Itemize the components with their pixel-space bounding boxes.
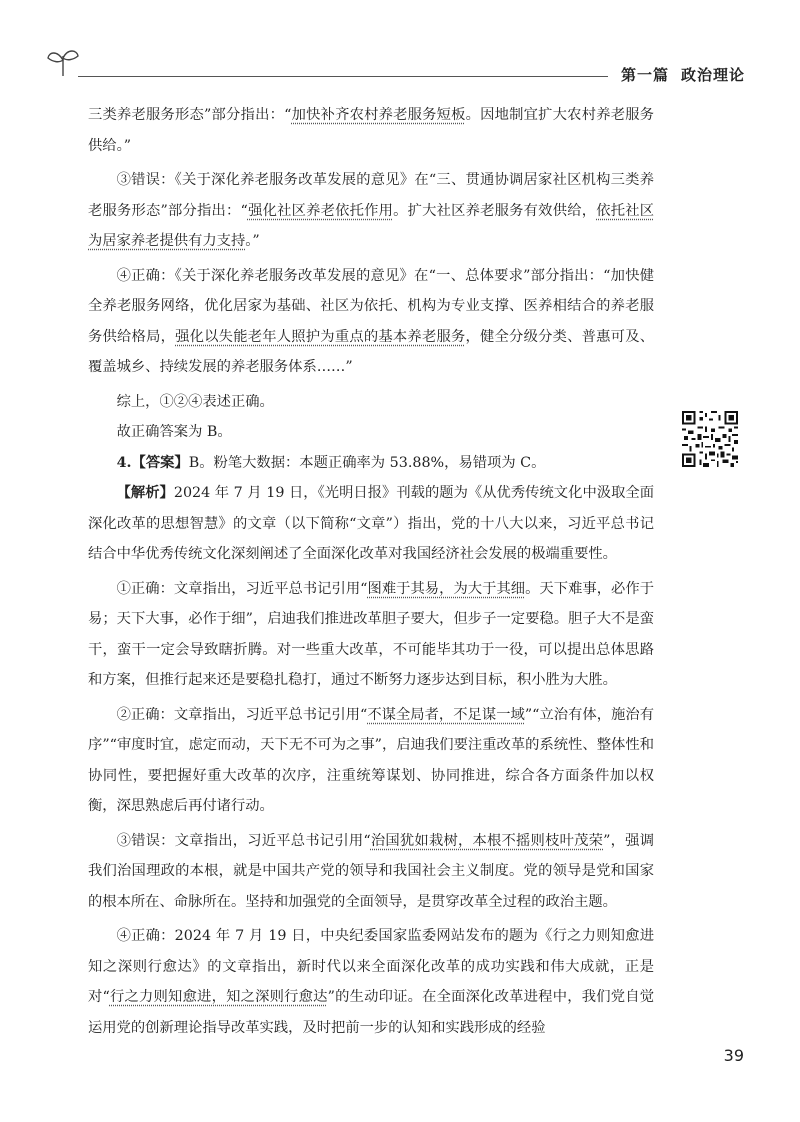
- paragraph: 故正确答案为 B。: [116, 424, 232, 440]
- page-header: [0, 0, 800, 90]
- paragraph: 三类养老服务形态”部分指出：“加快补齐农村养老服务短板。因地制宜扩大农村养老服务供给。”: [88, 107, 655, 154]
- header-part: 第一篇: [620, 66, 669, 84]
- paragraph: ③错误：《关于深化养老服务改革发展的意见》在“三、贯通协调居家社区机构三类养老服务形态”部分指出：“强化社区养老依托作用。扩大社区养老服务有效供给，依托社区为居家养老提供有力支持。”: [88, 172, 655, 249]
- header-section: 政治理论: [680, 66, 745, 84]
- page-number: 39: [723, 1046, 744, 1065]
- qr-code-icon[interactable]: [682, 411, 738, 467]
- analysis-paragraph: 【解析】2024 年 7 月 19 日，《光明日报》刊载的题为《从优秀传统文化中汲取全面深化改革的思想智慧》的文章（以下简称“文章”）指出，党的十八大以来，习近平总书记结合中华优秀传统文化深刻阐述了全面深化改革对我国经济社会发展的极端重要性。: [88, 485, 654, 562]
- paragraph: 综上，①②④表述正确。: [116, 393, 274, 410]
- header-rule: [78, 76, 608, 77]
- page-body: [88, 100, 654, 1043]
- paragraph: ②正确：文章指出，习近平总书记引用“不谋全局者，不足谋一域”“立治有体，施治有序”“审度时宜，虑定而动，天下无不可为之事”，启迪我们要注重改革的系统性、整体性和协同性，要把握好重大改革的次序，注重统筹谋划、协同推进，综合各方面条件加以权衡，深思熟虑后再付诸行动。: [88, 706, 655, 814]
- answer-line: 4.【答案】B。粉笔大数据：本题正确率为 53.88%，易错项为 C。: [116, 454, 546, 471]
- answer-label: 4.【答案】: [116, 454, 189, 471]
- paragraph: ①正确：文章指出，习近平总书记引用“图难于其易，为大于其细。天下难事，必作于易；天下大事，必作于细”，启迪我们推进改革胆子要大，但步子一定要稳。胆子大不是蛮干，蛮干一定会导致瞎折腾。对一些重大改革，不可能毕其功于一役，可以提出总体思路和方案，但推行起来还是要稳扎稳打，通过不断努力逐步达到目标，积小胜为大胜。: [88, 580, 655, 688]
- analysis-label: 【解析】: [116, 485, 174, 501]
- paragraph: ③错误：文章指出，习近平总书记引用“治国犹如栽树，本根不摇则枝叶茂荣”，强调我们治国理政的本根，就是中国共产党的领导和我国社会主义制度。党的领导是党和国家的根本所在、命脉所在。坚持和加强党的全面领导，是贯穿改革全过程的政治主题。: [88, 832, 654, 910]
- header-title: [621, 64, 745, 85]
- leaf-icon: [45, 46, 81, 78]
- paragraph: ④正确：《关于深化养老服务改革发展的意见》在“一、总体要求”部分指出：“加快健全养老服务网络，优化居家为基础、社区为依托、机构为专业支撑、医养相结合的养老服务供给格局，强化以失能老年人照护为重点的基本养老服务，健全分级分类、普惠可及、覆盖城乡、持续发展的养老服务体系……”: [88, 267, 655, 375]
- paragraph: ④正确：2024 年 7 月 19 日，中央纪委国家监委网站发布的题为《行之力则知愈进 知之深则行愈达》的文章指出，新时代以来全面深化改革的成功实践和伟大成就，正是对“行之力则知愈进，知之深则行愈达”的生动印证。在全面深化改革进程中，我们党自觉运用党的创新理论指导改革实践，及时把前一步的认知和实践形成的经验: [88, 928, 655, 1036]
